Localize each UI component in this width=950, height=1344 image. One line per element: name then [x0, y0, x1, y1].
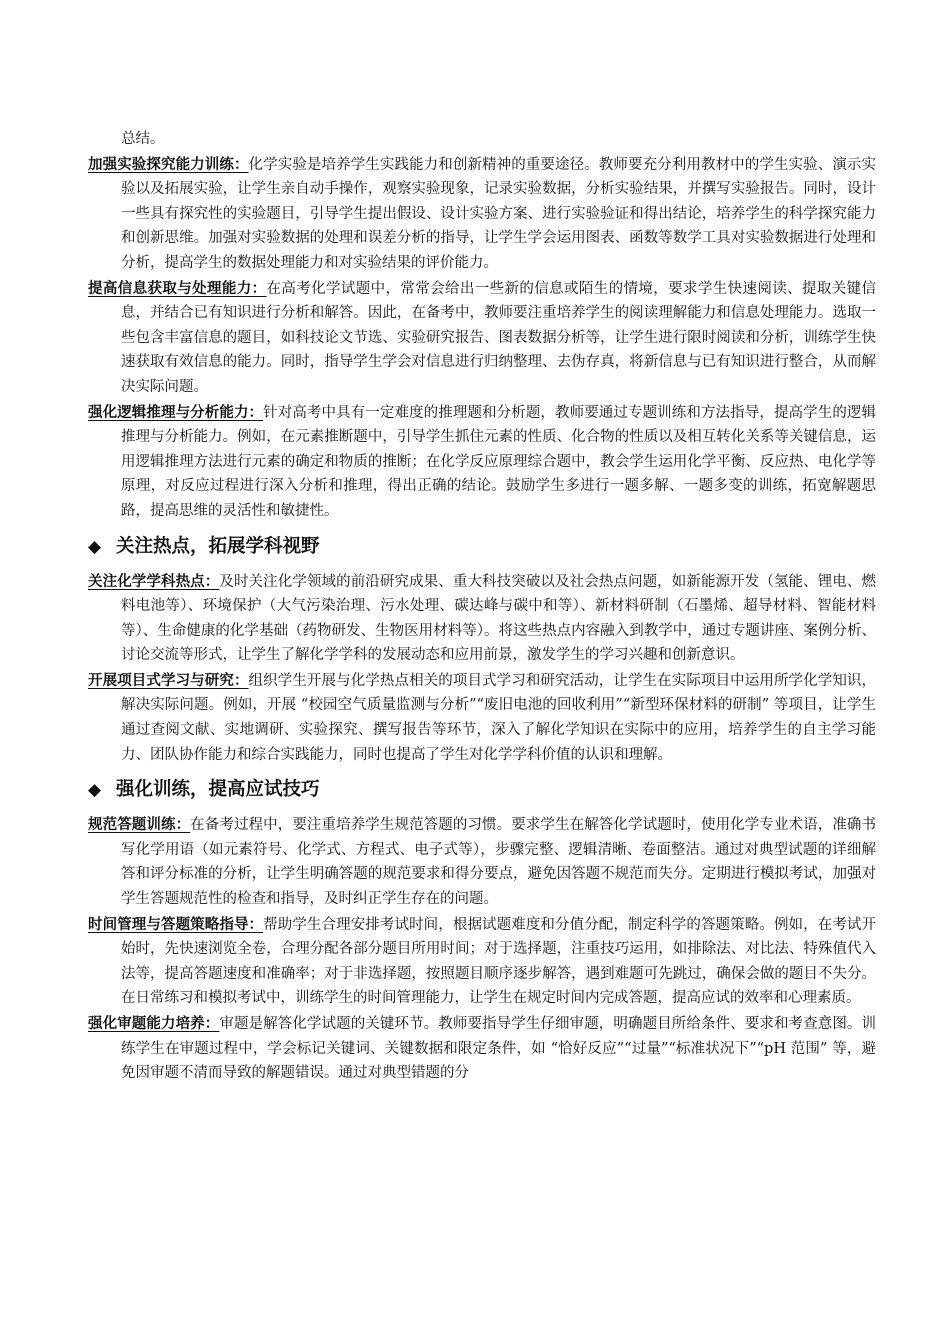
intro-tail: 总结。: [121, 131, 165, 147]
paragraph-text: 审题是解答化学试题的关键环节。教师要指导学生仔细审题，明确题目所给条件、要求和考查意图。训练学生在审题过程中，学会标记关键词、关键数据和限定条件，如 “恰好反应”“过量”“标准状况下”“pH 范围” 等，避免因审题不清而导致的解题错误。通过对典型错题的分: [121, 1016, 877, 1082]
paragraph-standard-answering: [88, 813, 876, 911]
paragraph-label: 强化审题能力培养：: [88, 1015, 220, 1032]
paragraph-label: 提高信息获取与处理能力：: [88, 279, 267, 297]
paragraph-experiment-training: [88, 153, 876, 276]
paragraph-project-learning: [88, 669, 876, 767]
paragraph-text: 在高考化学试题中，常常会给出一些新的信息或陌生的情境，要求学生快速阅读、提取关键信息，并结合已有知识进行分析和解答。因此，在备考中，教师要注重培养学生的阅读理解能力和信息处理能力。选取一些包含丰富信息的题目，如科技论文节选、实验研究报告、图表数据分析等，让学生进行限时阅读和分析，训练学生快速获取有效信息的能力。同时，指导学生学会对信息进行归纳整理、去伪存真，将新信息与已有知识进行整合，从而解决实际问题。: [121, 280, 876, 395]
paragraph-text: 在备考过程中，要注重培养学生规范答题的习惯。要求学生在解答化学试题时，使用化学专业术语，准确书写化学用语（如元素符号、化学式、方程式、电子式等），步骤完整、逻辑清晰、卷面整洁。通过对典型试题的详细解答和评分标准的分析，让学生明确答题的规范要求和得分要点，避免因答题不规范而失分。定期进行模拟考试，加强对学生答题规范性的检查和指导，及时纠正学生存在的问题。: [121, 817, 877, 908]
document-body: [88, 127, 876, 1087]
section-heading-hotspots: [88, 533, 876, 561]
paragraph-label: 加强实验探究能力训练：: [88, 155, 249, 173]
paragraph-label: 关注化学学科热点：: [88, 572, 220, 590]
paragraph-text: 化学实验是培养学生实践能力和创新精神的重要途径。教师要充分利用教材中的学生实验、演示实验以及拓展实验，让学生亲自动手操作，观察实验现象，记录实验数据，分析实验结果，并撰写实验报告。同时，设计一些具有探究性的实验题目，引导学生提出假设、设计实验方案、进行实验验证和得出结论，培养学生的科学探究能力和创新思维。加强对实验数据的处理和误差分析的指导，让学生学会运用图表、函数等数学工具对实验数据进行处理和分析，提高学生的数据处理能力和对实验结果的评价能力。: [121, 156, 877, 271]
paragraph-label: 规范答题训练：: [88, 816, 191, 834]
diamond-bullet-icon: ◆: [88, 780, 102, 801]
paragraph-time-management: [88, 913, 876, 1011]
paragraph-logical-reasoning: [88, 401, 876, 524]
paragraph-question-reading: [88, 1012, 876, 1086]
section-heading-text: 关注热点，拓展学科视野: [116, 535, 320, 557]
paragraph-text: 组织学生开展与化学热点相关的项目式学习和研究活动，让学生在实际项目中运用所学化学知识，解决实际问题。例如，开展 “校园空气质量监测与分析”“废旧电池的回收利用”“新型环保材料的研制” 等项目，让学生通过查阅文献、实地调研、实验探究、撰写报告等环节，深入了解化学知识在实际中的应用，培养学生的自主学习能力、团队协作能力和综合实践能力，同时也提高了学生对化学学科价值的认识和理解。: [121, 672, 877, 763]
paragraph-label: 强化逻辑推理与分析能力：: [88, 403, 264, 421]
paragraph-chemistry-hotspots: [88, 570, 876, 668]
section-heading-exam-skills: [88, 776, 876, 804]
paragraph-text: 及时关注化学领域的前沿研究成果、重大科技突破以及社会热点问题，如新能源开发（氢能、锂电、燃料电池等）、环境保护（大气污染治理、污水处理、碳达峰与碳中和等）、新材料研制（石墨烯、超导材料、智能材料等）、生命健康的化学基础（药物研发、生物医用材料等）。将这些热点内容融入到教学中，通过专题讲座、案例分析、讨论交流等形式，让学生了解化学学科的发展动态和应用前景，激发学生的学习兴趣和创新意识。: [121, 573, 877, 664]
paragraph-text: 针对高考中具有一定难度的推理题和分析题，教师要通过专题训练和方法指导，提高学生的逻辑推理与分析能力。例如，在元素推断题中，引导学生抓住元素的性质、化合物的性质以及相互转化关系等关键信息，运用逻辑推理方法进行元素的确定和物质的推断；在化学反应原理综合题中，教会学生运用化学平衡、反应热、电化学等原理，对反应过程进行深入分析和推理，得出正确的结论。鼓励学生多进行一题多解、一题多变的训练，拓宽解题思路，提高思维的灵活性和敏捷性。: [121, 404, 877, 519]
section-heading-text: 强化训练，提高应试技巧: [116, 779, 320, 801]
paragraph-label: 时间管理与答题策略指导：: [88, 915, 264, 933]
paragraph-information-processing: [88, 277, 876, 400]
paragraph-label: 开展项目式学习与研究：: [88, 671, 249, 689]
paragraph-text: 帮助学生合理安排考试时间，根据试题难度和分值分配，制定科学的答题策略。例如，在考试开始时，先快速浏览全卷，合理分配各部分题目所用时间；对于选择题，注重技巧运用，如排除法、对比法、特殊值代入法等，提高答题速度和准确率；对于非选择题，按照题目顺序逐步解答，遇到难题可先跳过，确保会做的题目不失分。在日常练习和模拟考试中，训练学生的时间管理能力，让学生在规定时间内完成答题，提高应试的效率和心理素质。: [121, 916, 877, 1007]
diamond-bullet-icon: ◆: [88, 536, 102, 557]
